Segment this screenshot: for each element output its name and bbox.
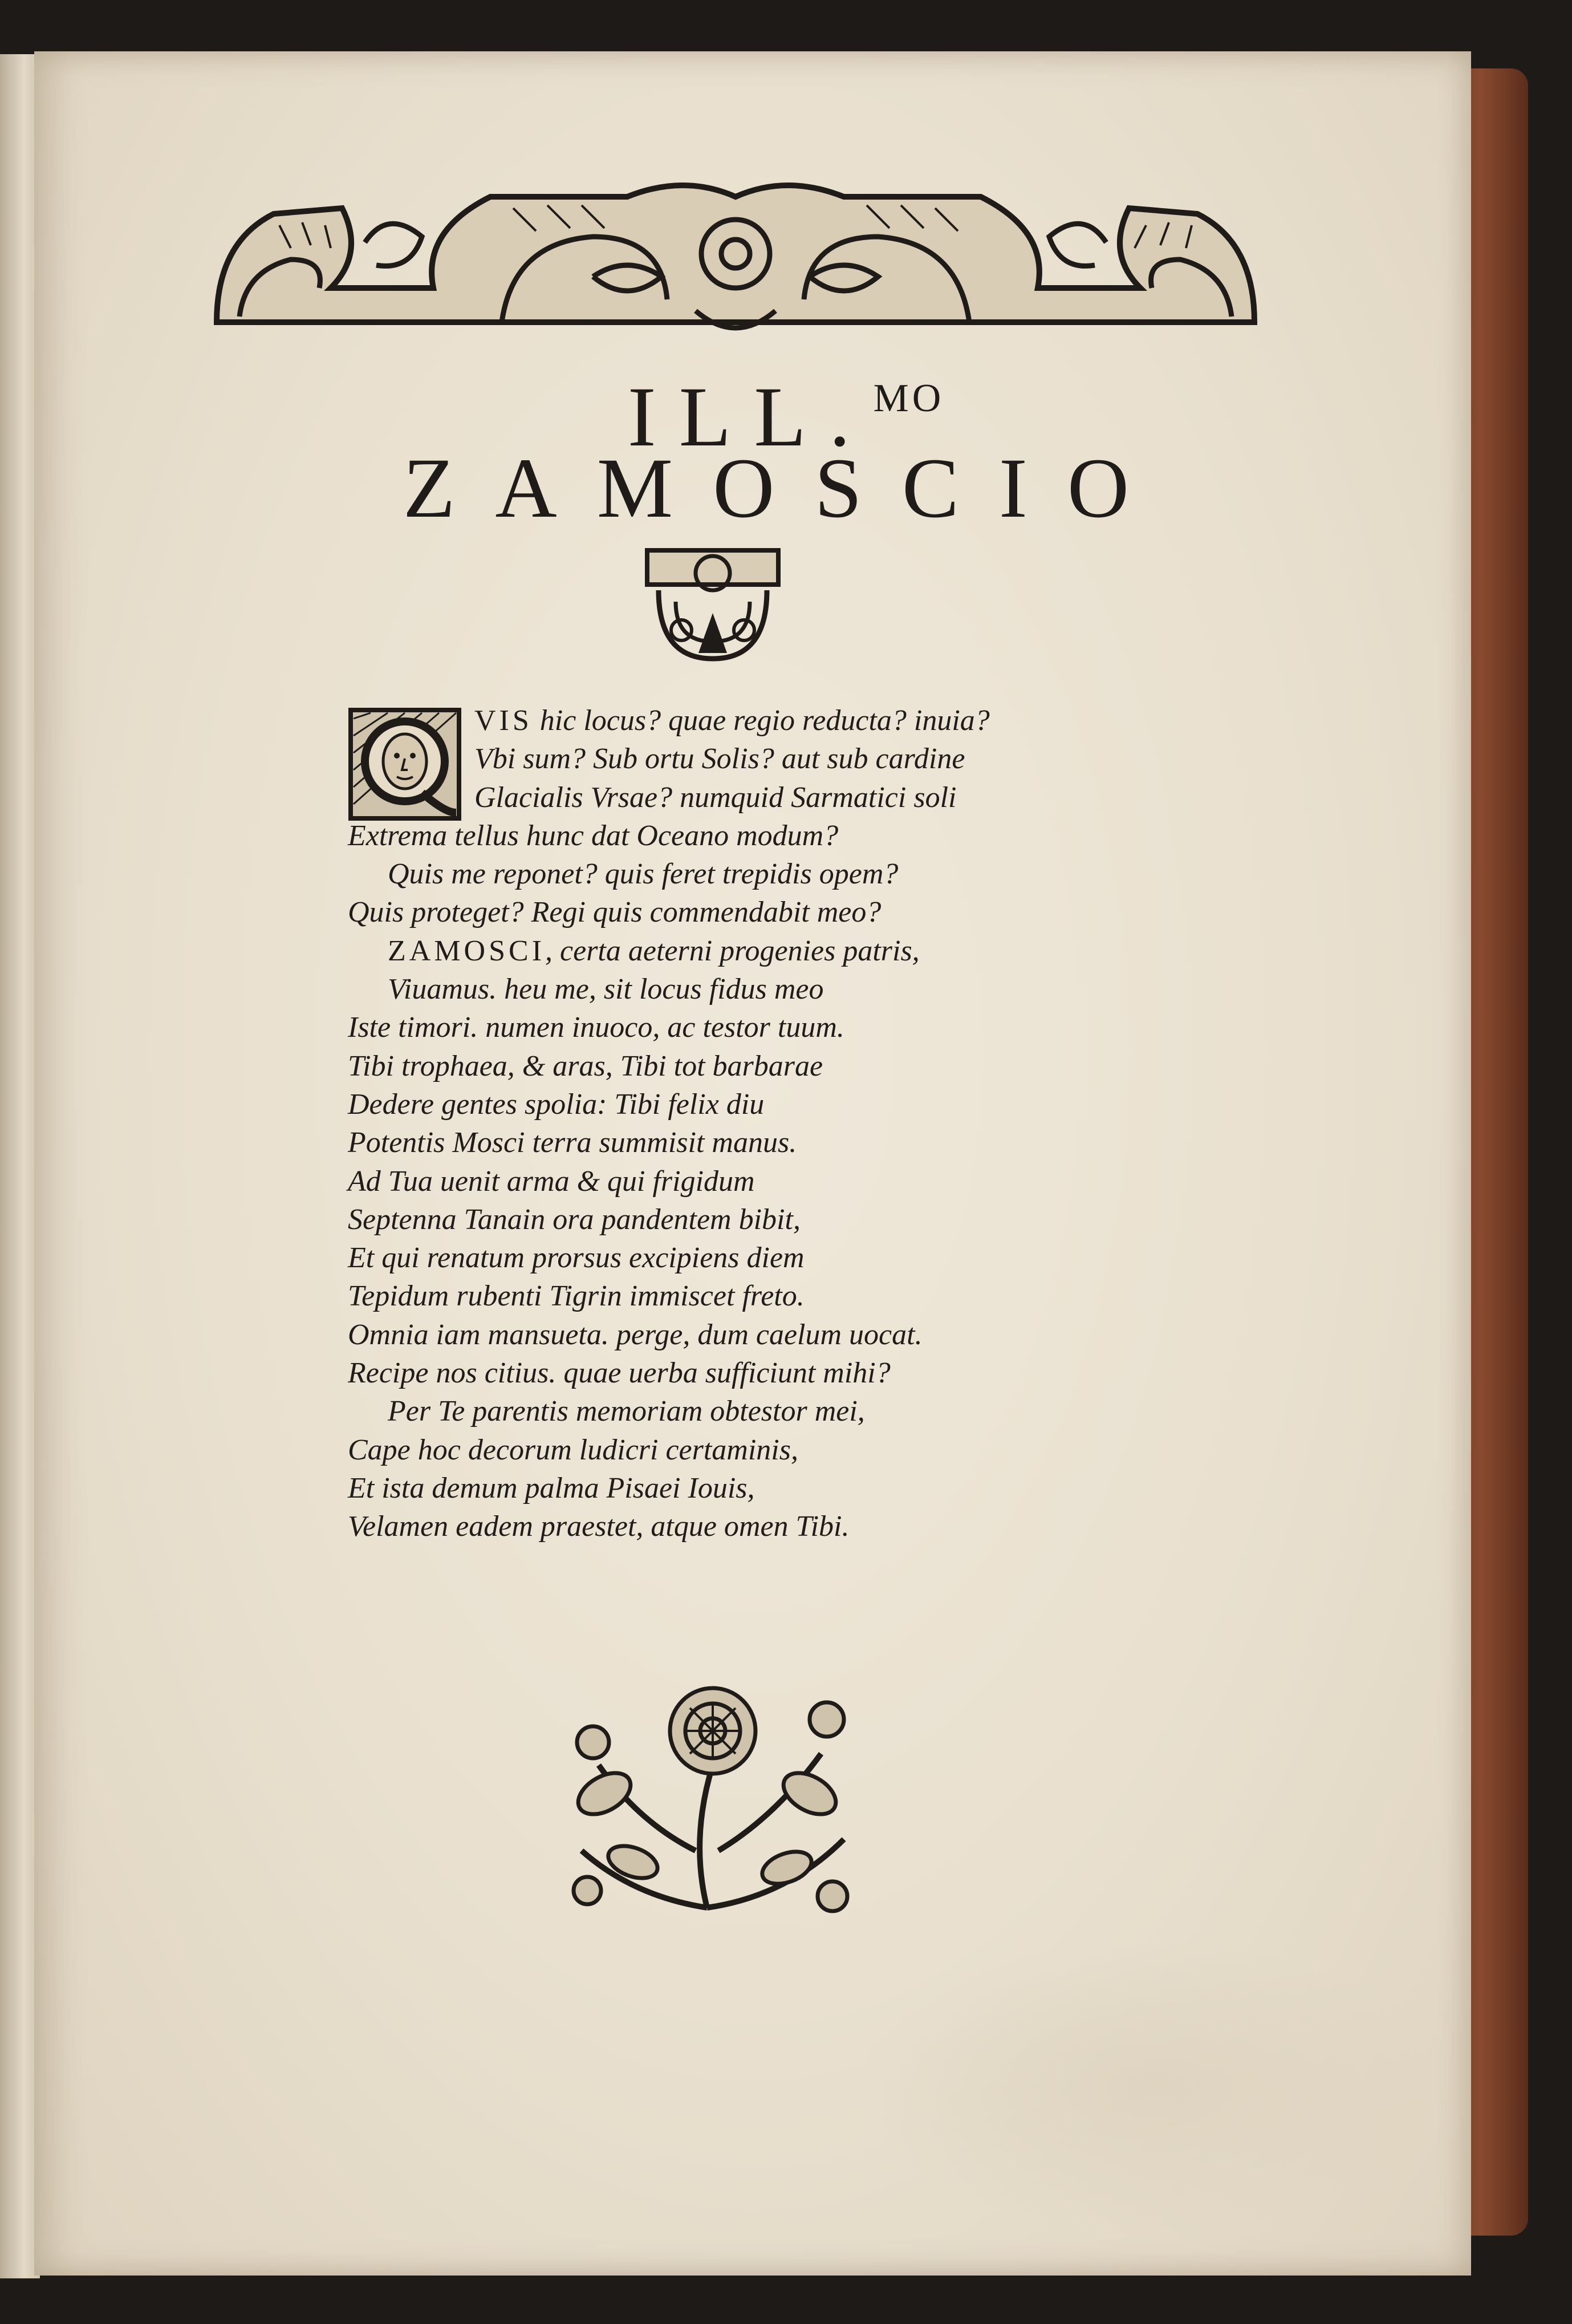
poem-line: Et qui renatum prorsus excipiens diem [348,1242,805,1275]
poem-line: Omnia iam mansueta. perge, dum caelum uocat. [348,1318,923,1351]
poem-line: Potentis Mosci terra summisit manus. [348,1126,797,1159]
poem-line: Tepidum rubenti Tigrin immiscet freto. [348,1280,805,1313]
poem-line: Recipe nos citius. quae uerba sufficiunt mihi? [348,1357,891,1390]
woodcut-headpiece-icon [194,174,1277,356]
woodcut-vignette-icon [641,545,784,667]
poem-line: VIS hic locus? quae regio reducta? inuia? [474,704,990,737]
poem-line: Iste timori. numen inuoco, ac testor tuum. [348,1011,844,1044]
poem-line: Et ista demum palma Pisaei Iouis, [348,1471,755,1504]
poem-line: Tibi trophaea, & aras, Tibi tot barbarae [348,1049,823,1082]
dedication-title-line2: ZAMOSCIO [403,441,1169,536]
poem-line: ZAMOSCI, certa aeterni progenies patris, [388,934,920,967]
poem-line: Cape hoc decorum ludicri certaminis, [348,1433,798,1466]
poem-line: Septenna Tanain ora pandentem bibit, [348,1203,801,1236]
poem [348,701,1203,1546]
poem-line: Velamen eadem praestet, atque omen Tibi. [348,1510,850,1543]
poem-line: Ad Tua uenit arma & qui frigidum [348,1165,755,1198]
poem-line: Glacialis Vrsae? numquid Sarmatici soli [474,781,957,814]
poem-line: Dedere gentes spolia: Tibi felix diu [348,1088,765,1121]
poem-line: Per Te parentis memoriam obtestor mei, [388,1395,865,1428]
dedication-title-line1: ILL.$^{MO}$ [627,370,945,464]
page-stain [855,1939,1454,2236]
woodcut-tailpiece-rose-icon [547,1680,867,1925]
poem-line: Viuamus. heu me, sit locus fidus meo [388,973,824,1006]
poem-line: Extrema tellus hunc dat Oceano modum? [348,819,839,852]
poem-line: Quis proteget? Regi quis commendabit meo? [348,896,882,929]
poem-line: Vbi sum? Sub ortu Solis? aut sub cardine [474,743,965,776]
poem-line: Quis me reponet? quis feret trepidis opem? [388,858,899,891]
